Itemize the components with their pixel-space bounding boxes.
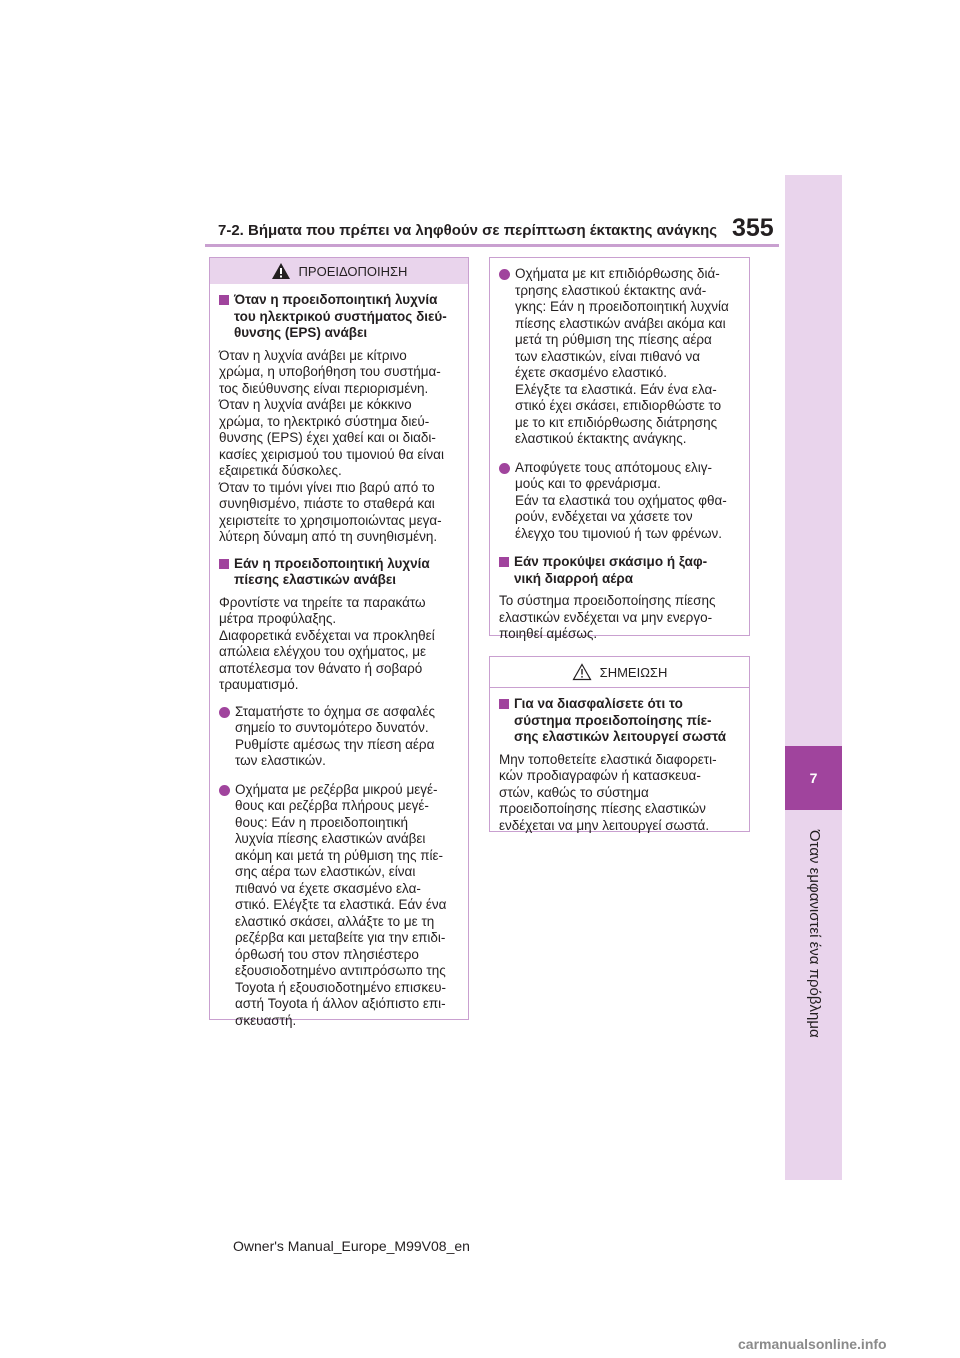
warning-triangle-icon <box>271 262 291 280</box>
tire-pressure-text: Φροντίστε να τηρείτε τα παρακάτω μέτρα προφύλαξης. Διαφορετικά ενδέχεται να προκληθεί απώλεια ελέγχου του οχήματος, με αποτέλεσμα τον θάνατο ή σοβαρό τραυματισμό. <box>219 594 435 692</box>
round-bullet-icon <box>219 785 230 796</box>
square-bullet-icon <box>219 295 229 305</box>
list-item: Οχήματα με κιτ επιδιόρθωσης διά- τρησης ελαστικού έκτακτης ανά- γκης: Εάν η προειδοποιητική λυχνία πίεσης ελαστικών ανάβει ακόμα και μετά τη ρύθμιση της πίεσης αέρα των ελαστικών, είναι πιθανό να έχετε σκασμένο ελαστικό. Ελέγξτε τα ελαστικά. Εάν ένα ελα- στικό έχει σκάσει, επιδιορθώστε το με το κιτ επιδιόρθωσης διάτρησης ελαστικού έκτακτης ανάγκης. <box>499 266 741 448</box>
section-header-title: 7-2. Βήματα που πρέπει να ληφθούν σε περίπτωση έκτακτης ανάγκης <box>218 222 718 239</box>
warning-box-header <box>210 258 468 284</box>
notice-box-title: ΣΗΜΕΙΩΣΗ <box>599 664 668 680</box>
list-item: Σταματήστε το όχημα σε ασφαλές σημείο το συντομότερο δυνατόν. Ρυθμίστε αμέσως την πίεση αέρα των ελαστικών. <box>219 704 460 770</box>
square-bullet-icon <box>219 559 229 569</box>
footer-manual-id: Owner's Manual_Europe_M99V08_en <box>233 1238 470 1254</box>
chapter-title-vertical: Όταν εμφανιστεί ένα πρόβλημα <box>806 830 823 1038</box>
watermark: carmanualsonline.info <box>738 1336 887 1352</box>
square-bullet-icon <box>499 557 509 567</box>
notice-triangle-icon <box>572 663 592 681</box>
warning-box-title: ΠΡΟΕΙΔΟΠΟΙΗΣΗ <box>298 263 408 279</box>
tire-pressure-heading: Εάν η προειδοποιητική λυχνία πίεσης ελαστικών ανάβει <box>219 556 460 589</box>
chapter-number-badge: 7 <box>785 746 842 810</box>
warning-box <box>209 257 469 1028</box>
notice-heading: Για να διασφαλίσετε ότι το σύστημα προειδοποίησης πίε- σης ελαστικών λειτουργεί σωστά <box>499 696 741 746</box>
eps-warning-heading: Όταν η προειδοποιητική λυχνία του ηλεκτρικού συστήματος διεύ- θυνσης (EPS) ανάβει <box>219 292 460 342</box>
notice-box <box>489 656 750 832</box>
eps-warning-text: Όταν η λυχνία ανάβει με κίτρινο χρώμα, η υποβοήθηση του συστήμα- τος διεύθυνσης είναι περιορισμένη. Όταν η λυχνία ανάβει με κόκκινο χρώμα, το ηλεκτρικό σύστημα διεύ- θυνσης (EPS) έχει χαθεί και οι διαδι- κασίες χειρισμού του τιμονιού θα είναι εξαιρετικά δύσκολες. Όταν το τιμόνι γίνει πιο βαρύ από το συνηθισμένο, πιάστε το σταθερά και χειριστείτε το χρησιμοποιώντας μεγα- λύτερη δύναμη από τη συνηθισμένη. <box>219 347 444 544</box>
round-bullet-icon <box>499 269 510 280</box>
list-item: Οχήματα με ρεζέρβα μικρού μεγέ- θους και ρεζέρβα πλήρους μεγέ- θους: Εάν η προειδοποιητική λυχνία πίεσης ελαστικών ανάβει ακόμη και μετά τη ρύθμιση της πίε- σης αέρα των ελαστικών, είναι πιθανό να έχετε σκασμένο ελα- στικό. Ελέγξτε τα ελαστικά. Εάν ένα ελαστικό σκάσει, αλλάξτε το με τη ρεζέρβα και μεταβείτε για την επιδι- όρθωσή του στον πλησιέστερο εξουσιοδοτημένο αντιπρόσωπο της Toyota ή εξουσιοδοτημένο επισκευ- αστή Toyota ή άλλον αξιόπιστο επι- σκευαστή. <box>219 782 460 1030</box>
notice-box-header <box>490 657 749 688</box>
notice-text: Μην τοποθετείτε ελαστικά διαφορετι- κών προδιαγραφών ή κατασκευα- στών, καθώς το σύστημα προειδοποίησης πίεσης ελαστικών ενδέχεται να μην λειτουργεί σωστά. <box>499 751 717 833</box>
list-item: Αποφύγετε τους απότομους ελιγ- μούς και το φρενάρισμα. Εάν τα ελαστικά του οχήματος φθα- ρούν, ενδέχεται να χάσετε τον έλεγχο του τιμονιού ή των φρένων. <box>499 460 741 543</box>
sudden-air-loss-text: Το σύστημα προειδοποίησης πίεσης ελαστικών ενδέχεται να μην ενεργο- ποιηθεί αμέσως. <box>499 593 716 641</box>
round-bullet-icon <box>499 463 510 474</box>
header-divider <box>205 244 779 247</box>
page-number: 355 <box>732 214 774 242</box>
sudden-air-loss-heading: Εάν προκύψει σκάσιμο ή ξαφ- νική διαρροή αέρα <box>499 554 741 587</box>
round-bullet-icon <box>219 707 230 718</box>
warning-continued-box <box>489 257 750 641</box>
square-bullet-icon <box>499 699 509 709</box>
